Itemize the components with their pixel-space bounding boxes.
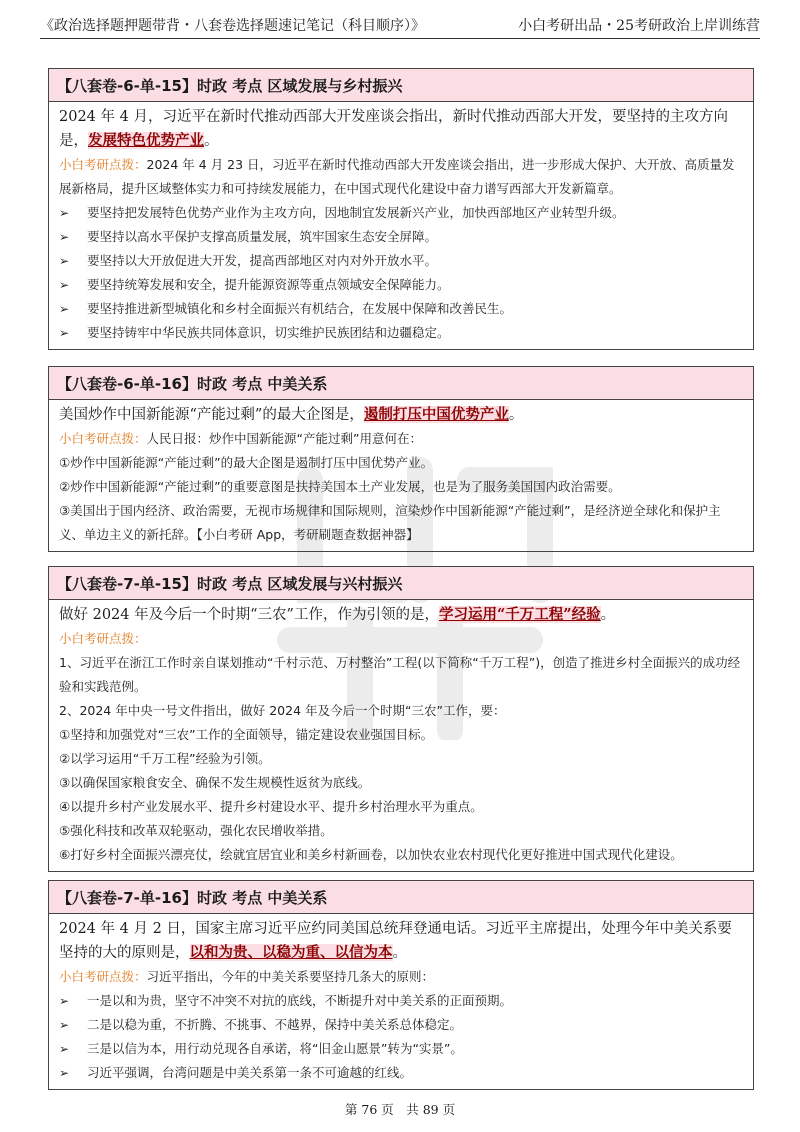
arrow-bullet-icon: ➢ xyxy=(59,230,70,244)
question-end: 。 xyxy=(392,945,407,961)
commentary-label: 小白考研点拨： xyxy=(59,157,147,172)
numbered-item: ②以学习运用“千万工程”经验为引领。 xyxy=(59,751,271,766)
bullet-text: 要坚持以大开放促进大开发，提高西部地区对内对外开放水平。 xyxy=(87,253,438,268)
bullet-item xyxy=(59,225,745,249)
question-card-1 xyxy=(48,68,754,350)
answer-highlight: 学习运用“千万工程”经验 xyxy=(438,606,601,623)
question-stem: 美国炒作中国新能源“产能过剩”的最大企图是， xyxy=(59,407,364,423)
bullet-item xyxy=(59,201,745,225)
bullet-item xyxy=(59,989,745,1013)
commentary-intro xyxy=(59,965,745,989)
question-end: 。 xyxy=(600,607,616,623)
bullet-text: 三是以信为本，用行动兑现各自承诺，将“旧金山愿景”转为“实景”。 xyxy=(87,1041,463,1056)
page-header xyxy=(40,12,760,39)
question-text xyxy=(59,917,745,965)
bullet-item xyxy=(59,1061,745,1085)
commentary-intro xyxy=(59,427,745,451)
numbered-item: ⑥打好乡村全面振兴漂亮仗，绘就宜居宜业和美乡村新画卷，以加快农业农村现代化更好推进中国式现代化建设。 xyxy=(59,847,683,862)
arrow-bullet-icon: ➢ xyxy=(59,206,70,220)
bullet-item xyxy=(59,297,745,321)
bullet-item xyxy=(59,273,745,297)
bullet-item xyxy=(59,1037,745,1061)
commentary-text: 人民日报：炒作中国新能源“产能过剩”用意何在： xyxy=(146,431,422,446)
numbered-item: ⑤强化科技和改革双轮驱动，强化农民增收举措。 xyxy=(59,823,333,838)
arrow-bullet-icon: ➢ xyxy=(59,278,70,292)
numbered-item: 2、2024 年中央一号文件指出，做好 2024 年及今后一个时期“三农”工作，要： xyxy=(59,703,506,718)
bullet-item xyxy=(59,1013,745,1037)
header-left: 《政治选择题押题带背・八套卷选择题速记笔记（科目顺序）》 xyxy=(40,18,425,34)
numbered-item: ③以确保国家粮食安全、确保不发生规模性返贫为底线。 xyxy=(59,775,371,790)
commentary-label-line xyxy=(59,627,745,651)
commentary-label: 小白考研点拨： xyxy=(59,969,147,984)
question-text xyxy=(59,105,745,153)
arrow-bullet-icon: ➢ xyxy=(59,1018,70,1032)
arrow-bullet-icon: ➢ xyxy=(59,1066,70,1080)
bullet-text: 二是以稳为重，不折腾、不挑事、不越界，保持中美关系总体稳定。 xyxy=(87,1017,463,1032)
bullet-item xyxy=(59,249,745,273)
bullet-text: 要坚持统筹发展和安全，提升能源资源等重点领域安全保障能力。 xyxy=(87,277,450,292)
commentary-text: 2024 年 4 月 23 日，习近平在新时代推动西部大开发座谈会指出，进一步形成大保护、大开放、高质量发展新格局，提升区域整体实力和可持续发展能力，在中国式现代化建设中奋力谱写西部大开发新篇章。 xyxy=(59,157,735,196)
answer-highlight: 遏制打压中国优势产业 xyxy=(363,406,509,423)
question-end: 。 xyxy=(508,407,524,423)
question-card-4 xyxy=(48,880,754,1090)
question-stem: 2024 年 4 月 2 日，国家主席习近平应约同美国总统拜登通电话。习近平主席提出，处理今年中美关系要坚持的大的原则是， xyxy=(59,921,732,961)
answer-highlight: 以和为贵、以稳为重、以信为本 xyxy=(189,944,393,961)
commentary-label: 小白考研点拨： xyxy=(59,631,147,646)
numbered-item: ①坚持和加强党对“三农”工作的全面领导，锚定建设农业强国目标。 xyxy=(59,727,434,742)
arrow-bullet-icon: ➢ xyxy=(59,302,70,316)
bullet-text: 要坚持推进新型城镇化和乡村全面振兴有机结合，在发展中保障和改善民生。 xyxy=(87,301,513,316)
bullet-item xyxy=(59,321,745,345)
numbered-item: 1、习近平在浙江工作时亲自谋划推动“千村示范、万村整治”工程(以下简称“千万工程”)，创造了推进乡村全面振兴的成功经验和实践范例。 xyxy=(59,655,741,694)
commentary-text: 习近平指出，今年的中美关系要坚持几条大的原则： xyxy=(146,969,435,984)
arrow-bullet-icon: ➢ xyxy=(59,1042,70,1056)
card-title: 【八套卷-7-单-16】时政 考点 中美关系 xyxy=(49,881,753,914)
question-card-3 xyxy=(48,566,754,872)
arrow-bullet-icon: ➢ xyxy=(59,254,70,268)
numbered-item: ②炒作中国新能源“产能过剩”的重要意图是扶持美国本土产业发展，也是为了服务美国国内政治需要。 xyxy=(59,479,621,494)
page-number: 第 76 页 共 89 页 xyxy=(344,1102,456,1117)
bullet-text: 要坚持以高水平保护支撑高质量发展，筑牢国家生态安全屏障。 xyxy=(87,229,438,244)
numbered-item: ④以提升乡村产业发展水平、提升乡村建设水平、提升乡村治理水平为重点。 xyxy=(59,799,483,814)
arrow-bullet-icon: ➢ xyxy=(59,994,70,1008)
question-text xyxy=(59,603,745,627)
question-end: 。 xyxy=(204,133,219,149)
card-title: 【八套卷-7-单-15】时政 考点 区域发展与兴村振兴 xyxy=(49,567,753,600)
question-text xyxy=(59,403,745,427)
commentary-intro xyxy=(59,153,745,201)
card-title: 【八套卷-6-单-15】时政 考点 区域发展与乡村振兴 xyxy=(49,69,753,102)
header-right: 小白考研出品・25考研政治上岸训练营 xyxy=(518,18,760,34)
bullet-text: 要坚持铸牢中华民族共同体意识，切实维护民族团结和边疆稳定。 xyxy=(87,325,450,340)
bullet-text: 一是以和为贵，坚守不冲突不对抗的底线，不断提升对中美关系的正面预期。 xyxy=(87,993,513,1008)
bullet-text: 习近平强调，台湾问题是中美关系第一条不可逾越的红线。 xyxy=(87,1065,413,1080)
answer-highlight: 发展特色优势产业 xyxy=(88,132,204,149)
question-stem: 2024 年 4 月，习近平在新时代推动西部大开发座谈会指出，新时代推动西部大开发，要坚持的主攻方向是， xyxy=(59,109,728,149)
arrow-bullet-icon: ➢ xyxy=(59,326,70,340)
commentary-label: 小白考研点拨： xyxy=(59,431,147,446)
question-card-2 xyxy=(48,366,754,552)
numbered-item: ①炒作中国新能源“产能过剩”的最大企图是遏制打压中国优势产业。 xyxy=(59,455,434,470)
question-stem: 做好 2024 年及今后一个时期“三农”工作，作为引领的是， xyxy=(59,607,439,623)
bullet-text: 要坚持把发展特色优势产业作为主攻方向，因地制宜发展新兴产业，加快西部地区产业转型升级。 xyxy=(87,205,625,220)
numbered-item: ③美国出于国内经济、政治需要，无视市场规律和国际规则，渲染炒作中国新能源“产能过剩”，是经济逆全球化和保护主义、单边主义的新托辞。【小白考研 App，考研刷题查数据神器】 xyxy=(59,503,721,542)
card-title: 【八套卷-6-单-16】时政 考点 中美关系 xyxy=(49,367,753,400)
